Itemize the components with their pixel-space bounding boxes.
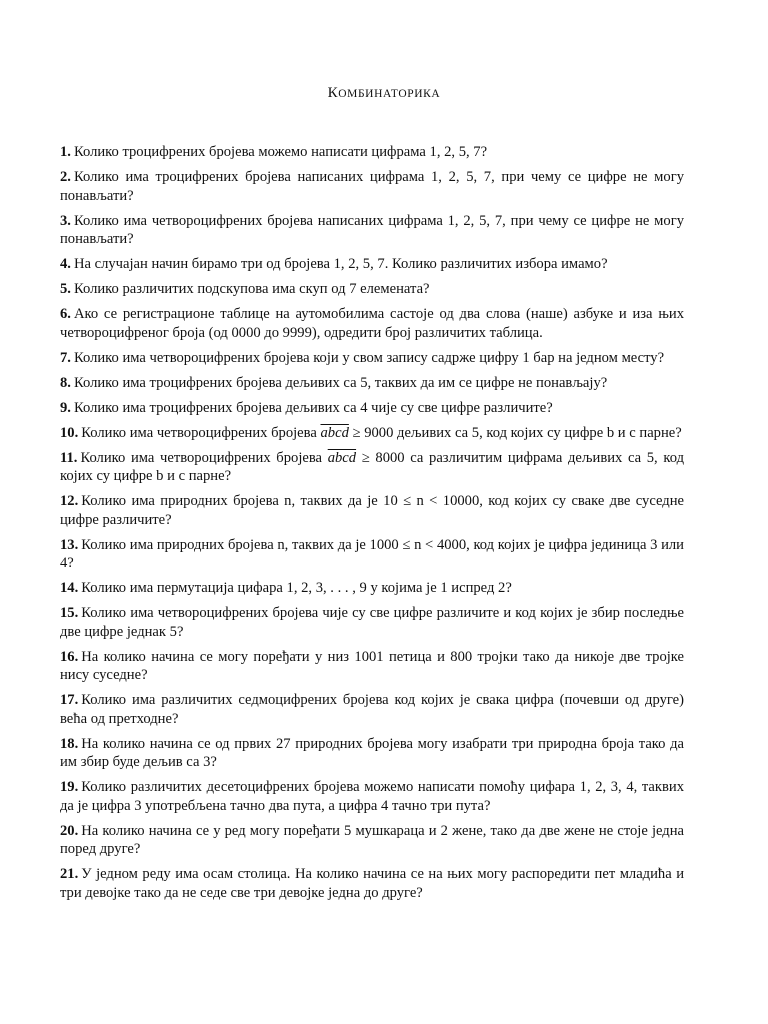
problem-text: На случајан начин бирамо три од бројева 1, 2, 5, 7. Колико различитих избора имамо? (73, 256, 608, 272)
problem-text: На колико начина се од првих 27 природних бројева могу изабрати три природна броја тако да им збир буде дељив са 3? (60, 735, 684, 770)
problem-item (60, 691, 684, 728)
problem-item (60, 399, 684, 418)
problem-item (60, 305, 684, 342)
problem-item (60, 604, 684, 641)
problem-text: Колико има пермутација цифара 1, 2, 3, . . . , 9 у којима је 1 испред 2? (81, 580, 512, 596)
problem-number: 8. (60, 374, 71, 391)
problem-text: Колико има троцифрених бројева написаних цифрама 1, 2, 5, 7, при чему се цифре не могу понављати? (60, 169, 684, 204)
problem-number: 13. (60, 536, 79, 553)
problem-list (60, 143, 684, 909)
problem-number: 14. (60, 580, 79, 596)
problem-number: 6. (60, 306, 71, 322)
problem-text: Колико различитих подскупова има скуп од 7 елемената? (73, 281, 430, 297)
problem-text: Колико има троцифрених бројева дељивих са 4 чије су све цифре различите? (73, 399, 553, 416)
problem-item (60, 280, 684, 299)
problem-number: 5. (60, 281, 71, 297)
problem-number: 1. (60, 144, 71, 160)
problem-text: Ако се регистрационе таблице на аутомобилима састоје од два слова (наше) азбуке и иза њих четвороцифреног броја (од 0000 до 9999), одредити број различитих таблица. (60, 306, 684, 341)
problem-text: Колико има природних бројева n, таквих да је 10 ≤ n < 10000, код којих су сваке две суседне цифре различите? (60, 493, 684, 528)
problem-text: Колико има четвороцифрених бројева који у свом запису садрже цифру 1 бар на једном месту? (73, 349, 665, 366)
problem-number: 2. (60, 169, 71, 185)
problem-item (60, 449, 684, 486)
problem-number: 16. (60, 648, 79, 665)
problem-item (60, 255, 684, 274)
problem-number: 7. (60, 349, 71, 366)
problem-text: На колико начина се у ред могу поређати 5 мушкараца и 2 жене, тако да две жене не стоје једна поред друге? (60, 822, 684, 857)
problem-text: Колико има четвороцифрених бројева написаних цифрама 1, 2, 5, 7, при чему се цифре не могу понављати? (60, 212, 684, 247)
problem-text: Колико има четвороцифрених бројева (80, 449, 323, 466)
problem-text: У једном реду има осам столица. На колико начина се на њих могу распоредити пет младића и три девојке тако да не седе све три девојке једна до друге? (60, 866, 684, 901)
problem-item (60, 735, 684, 772)
problem-number: 20. (60, 822, 79, 839)
problem-item (60, 865, 684, 902)
problem-item (60, 168, 684, 205)
problem-item (60, 492, 684, 529)
problem-item (60, 778, 684, 815)
problem-number: 4. (60, 256, 71, 272)
problem-number: 12. (60, 493, 79, 509)
problem-number: 9. (60, 399, 71, 416)
problem-number: 19. (60, 779, 79, 795)
problem-item (60, 648, 684, 685)
problem-item (60, 424, 684, 443)
problem-text: Колико троцифрених бројева можемо написати цифрама 1, 2, 5, 7? (73, 144, 488, 160)
problem-item (60, 374, 684, 393)
problem-item (60, 822, 684, 859)
problem-item (60, 536, 684, 573)
problem-text: Колико има четвороцифрених бројева чије су све цифре различите и код којих је збир последње две цифре једнак 5? (60, 605, 684, 640)
overline-expression: abcd (320, 424, 349, 441)
problem-text: ≥ 8000 са различитим цифрама дељивих са 5, код којих су цифре b и c парне? (60, 449, 684, 484)
problem-text: Колико има троцифрених бројева дељивих са 5, таквих да им се цифре не понављају? (73, 374, 608, 391)
page-title: КОМБИНАТОРИКА (327, 85, 441, 101)
problem-item (60, 579, 684, 598)
problem-text: На колико начина се могу поређати у низ 1001 петица и 800 тројки тако да никоје две тројке нису суседне? (60, 648, 684, 683)
problem-text: ≥ 9000 дељивих са 5, код којих су цифре b и c парне? (352, 424, 682, 441)
problem-number: 11. (60, 449, 78, 466)
problem-number: 18. (60, 735, 79, 752)
problem-text: Колико различитих десетоцифрених бројева можемо написати помоћу цифара 1, 2, 3, 4, таквих да је цифра 3 употребљена тачно два пута, а цифра 4 тачно три пута? (60, 779, 684, 814)
problem-number: 10. (60, 424, 79, 441)
problem-number: 21. (60, 866, 79, 882)
problem-text: Колико има четвороцифрених бројева (81, 424, 317, 441)
problem-number: 3. (60, 212, 71, 229)
problem-item (60, 212, 684, 249)
overline-expression: abcd (327, 449, 357, 466)
problem-text: Колико има различитих седмоцифрених бројева код којих је свака цифра (почевши од друге) већа од претходне? (60, 692, 684, 727)
problem-number: 17. (60, 692, 79, 708)
problem-number: 15. (60, 605, 79, 621)
problem-item (60, 349, 684, 368)
problem-item (60, 143, 684, 162)
problem-text: Колико има природних бројева n, таквих да је 1000 ≤ n < 4000, код којих је цифра јединица 3 или 4? (60, 536, 684, 571)
